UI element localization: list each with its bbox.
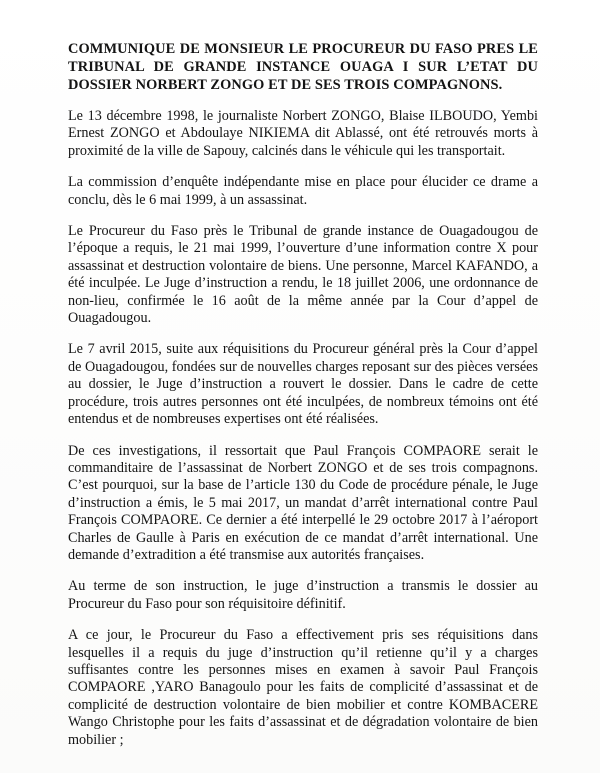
paragraph-reopening: Le 7 avril 2015, suite aux réquisitions du Procureur général près la Cour d’appel de Ouagadougou, fondées sur de nouvelles charges reposant sur des pièces versées au dossier, le Juge d’instruction a rouvert le dossier. Dans le cadre de cette procédure, trois autres personnes ont été inculpées, de nombreux témoins ont été entendus et de nombreuses expertises ont été réalisées.: [68, 341, 538, 428]
paragraph-commission: La commission d’enquête indépendante mise en place pour élucider ce drame a conclu, dès le 6 mai 1999, à un assassinat.: [68, 174, 538, 208]
document-title: COMMUNIQUE DE MONSIEUR LE PROCUREUR DU FASO PRES LE TRIBUNAL DE GRANDE INSTANCE OUAGA I SUR L’ETAT DU DOSSIER NORBERT ZONGO ET DE SES TROIS COMPAGNONS.: [68, 41, 538, 93]
paragraph-first-procedure: Le Procureur du Faso près le Tribunal de grande instance de Ouagadougou de l’époque a requis, le 21 mai 1999, l’ouverture d’une information contre X pour assassinat et destruction volontaire de biens. Une personne, Marcel KAFANDO, a été inculpée. Le Juge d’instruction a rendu, le 18 juillet 2006, une ordonnance de non-lieu, confirmée le 16 août de la même année par la Cour d’appel de Ouagadougou.: [68, 223, 538, 327]
paragraph-end-of-instruction: Au terme de son instruction, le juge d’instruction a transmis le dossier au Procureur du Faso pour son réquisitoire définitif.: [68, 578, 538, 612]
paragraph-investigations: De ces investigations, il ressortait que Paul François COMPAORE serait le commanditaire de l’assassinat de Norbert ZONGO et de ses trois compagnons. C’est pourquoi, sur la base de l’article 130 du Code de procédure pénale, le Juge d’instruction a émis, le 5 mai 2017, un mandat d’arrêt international contre Paul François COMPAORE. Ce dernier a été interpellé le 29 octobre 2017 à l’aéroport Charles de Gaulle à Paris en exécution de ce mandat d’arrêt international. Une demande d’extradition a été transmise aux autorités françaises.: [68, 442, 538, 563]
paragraph-requisitions: A ce jour, le Procureur du Faso a effectivement pris ses réquisitions dans lesquelles il a requis du juge d’instruction qu’il retienne qu’il y a charges suffisantes contre les personnes mises en examen à savoir Paul François COMPAORE ,YARO Banagoulo pour les faits de complicité d’assassinat et de complicité de destruction volontaire de bien mobilier et contre KOMBACERE Wango Christophe pour les faits d’assassinat et de dégradation volontaire de bien mobilier ;: [68, 627, 538, 748]
paragraph-facts: Le 13 décembre 1998, le journaliste Norbert ZONGO, Blaise ILBOUDO, Yembi Ernest ZONGO et Abdoulaye NIKIEMA dit Ablassé, ont été retrouvés morts à proximité de la ville de Sapouy, calcinés dans le véhicule qui les transportait.: [68, 108, 538, 159]
